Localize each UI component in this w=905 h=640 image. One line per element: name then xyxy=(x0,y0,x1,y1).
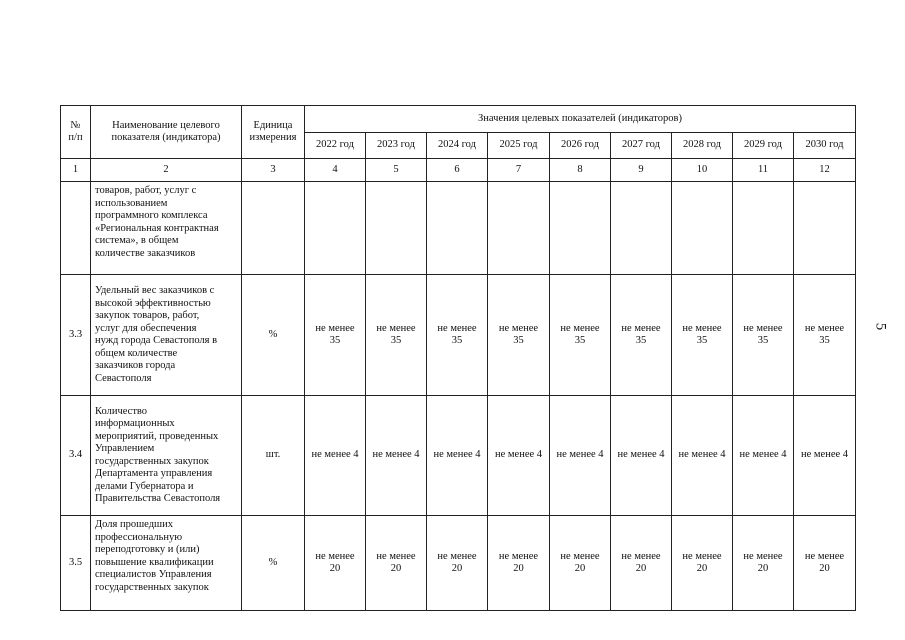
indicator-name: Доля прошедших профессиональную переподготовку и (или) повышение квалификации специалистов Управления государственных закупок xyxy=(91,516,242,611)
value-cell xyxy=(672,182,733,275)
value-cell: не менее 35 xyxy=(427,275,488,396)
value-cell: не менее 20 xyxy=(427,516,488,611)
value-cell: не менее 35 xyxy=(488,275,550,396)
value-cell xyxy=(794,182,856,275)
column-number: 4 xyxy=(305,159,366,182)
column-number: 10 xyxy=(672,159,733,182)
value-cell xyxy=(488,182,550,275)
row-num xyxy=(61,182,91,275)
value-cell: не менее 4 xyxy=(305,396,366,516)
header-year: 2022 год xyxy=(305,133,366,159)
column-number: 7 xyxy=(488,159,550,182)
value-cell: не менее 20 xyxy=(550,516,611,611)
row-num: 3.5 xyxy=(61,516,91,611)
header-year: 2028 год xyxy=(672,133,733,159)
value-cell: не менее 35 xyxy=(366,275,427,396)
value-cell xyxy=(550,182,611,275)
value-cell: не менее 20 xyxy=(366,516,427,611)
header-row-1 xyxy=(61,106,856,133)
value-cell: не менее 35 xyxy=(550,275,611,396)
value-cell xyxy=(733,182,794,275)
table-row xyxy=(61,396,856,516)
value-cell: не менее 4 xyxy=(488,396,550,516)
indicator-name: товаров, работ, услуг с использованием программного комплекса «Региональная контрактная система», в общем количестве заказчиков xyxy=(91,182,242,275)
column-number: 9 xyxy=(611,159,672,182)
value-cell: не менее 35 xyxy=(733,275,794,396)
value-cell: не менее 35 xyxy=(305,275,366,396)
row-num: 3.4 xyxy=(61,396,91,516)
value-cell: не менее 20 xyxy=(672,516,733,611)
value-cell: не менее 35 xyxy=(611,275,672,396)
value-cell: не менее 20 xyxy=(794,516,856,611)
value-cell: не менее 35 xyxy=(672,275,733,396)
header-year: 2024 год xyxy=(427,133,488,159)
value-cell: не менее 4 xyxy=(733,396,794,516)
column-number: 8 xyxy=(550,159,611,182)
column-number: 3 xyxy=(242,159,305,182)
value-cell: не менее 20 xyxy=(733,516,794,611)
header-year: 2027 год xyxy=(611,133,672,159)
column-number: 1 xyxy=(61,159,91,182)
value-cell: не менее 4 xyxy=(366,396,427,516)
value-cell: не менее 4 xyxy=(427,396,488,516)
unit-cell: шт. xyxy=(242,396,305,516)
indicator-name: Количество информационных мероприятий, проведенных Управлением государственных закупок Департамента управления делами Губернатора и Правительства Севастополя xyxy=(91,396,242,516)
indicator-name: Удельный вес заказчиков с высокой эффективностью закупок товаров, работ, услуг для обеспечения нужд города Севастополя в общем количестве заказчиков города Севастополя xyxy=(91,275,242,396)
column-number: 11 xyxy=(733,159,794,182)
value-cell: не менее 20 xyxy=(611,516,672,611)
header-year: 2025 год xyxy=(488,133,550,159)
header-year: 2030 год xyxy=(794,133,856,159)
value-cell: не менее 4 xyxy=(794,396,856,516)
row-num: 3.3 xyxy=(61,275,91,396)
value-cell: не менее 4 xyxy=(672,396,733,516)
value-cell xyxy=(305,182,366,275)
header-year: 2029 год xyxy=(733,133,794,159)
table-row xyxy=(61,182,856,275)
column-number: 6 xyxy=(427,159,488,182)
value-cell xyxy=(611,182,672,275)
unit-cell: % xyxy=(242,516,305,611)
indicators-table xyxy=(60,105,856,611)
column-numbers-row xyxy=(61,159,856,182)
value-cell: не менее 20 xyxy=(305,516,366,611)
table-row xyxy=(61,516,856,611)
column-number: 5 xyxy=(366,159,427,182)
value-cell xyxy=(427,182,488,275)
header-year: 2023 год xyxy=(366,133,427,159)
value-cell: не менее 4 xyxy=(611,396,672,516)
header-indicator-name: Наименование целевого показателя (индикатора) xyxy=(91,106,242,159)
header-num: № п/п xyxy=(61,106,91,159)
value-cell: не менее 20 xyxy=(488,516,550,611)
table-row xyxy=(61,275,856,396)
header-year: 2026 год xyxy=(550,133,611,159)
column-number: 2 xyxy=(91,159,242,182)
column-number: 12 xyxy=(794,159,856,182)
header-unit: Единица измерения xyxy=(242,106,305,159)
value-cell: не менее 4 xyxy=(550,396,611,516)
value-cell xyxy=(366,182,427,275)
header-values-group: Значения целевых показателей (индикаторов) xyxy=(305,106,856,133)
value-cell: не менее 35 xyxy=(794,275,856,396)
page-number: 5 xyxy=(872,322,889,331)
unit-cell xyxy=(242,182,305,275)
unit-cell: % xyxy=(242,275,305,396)
